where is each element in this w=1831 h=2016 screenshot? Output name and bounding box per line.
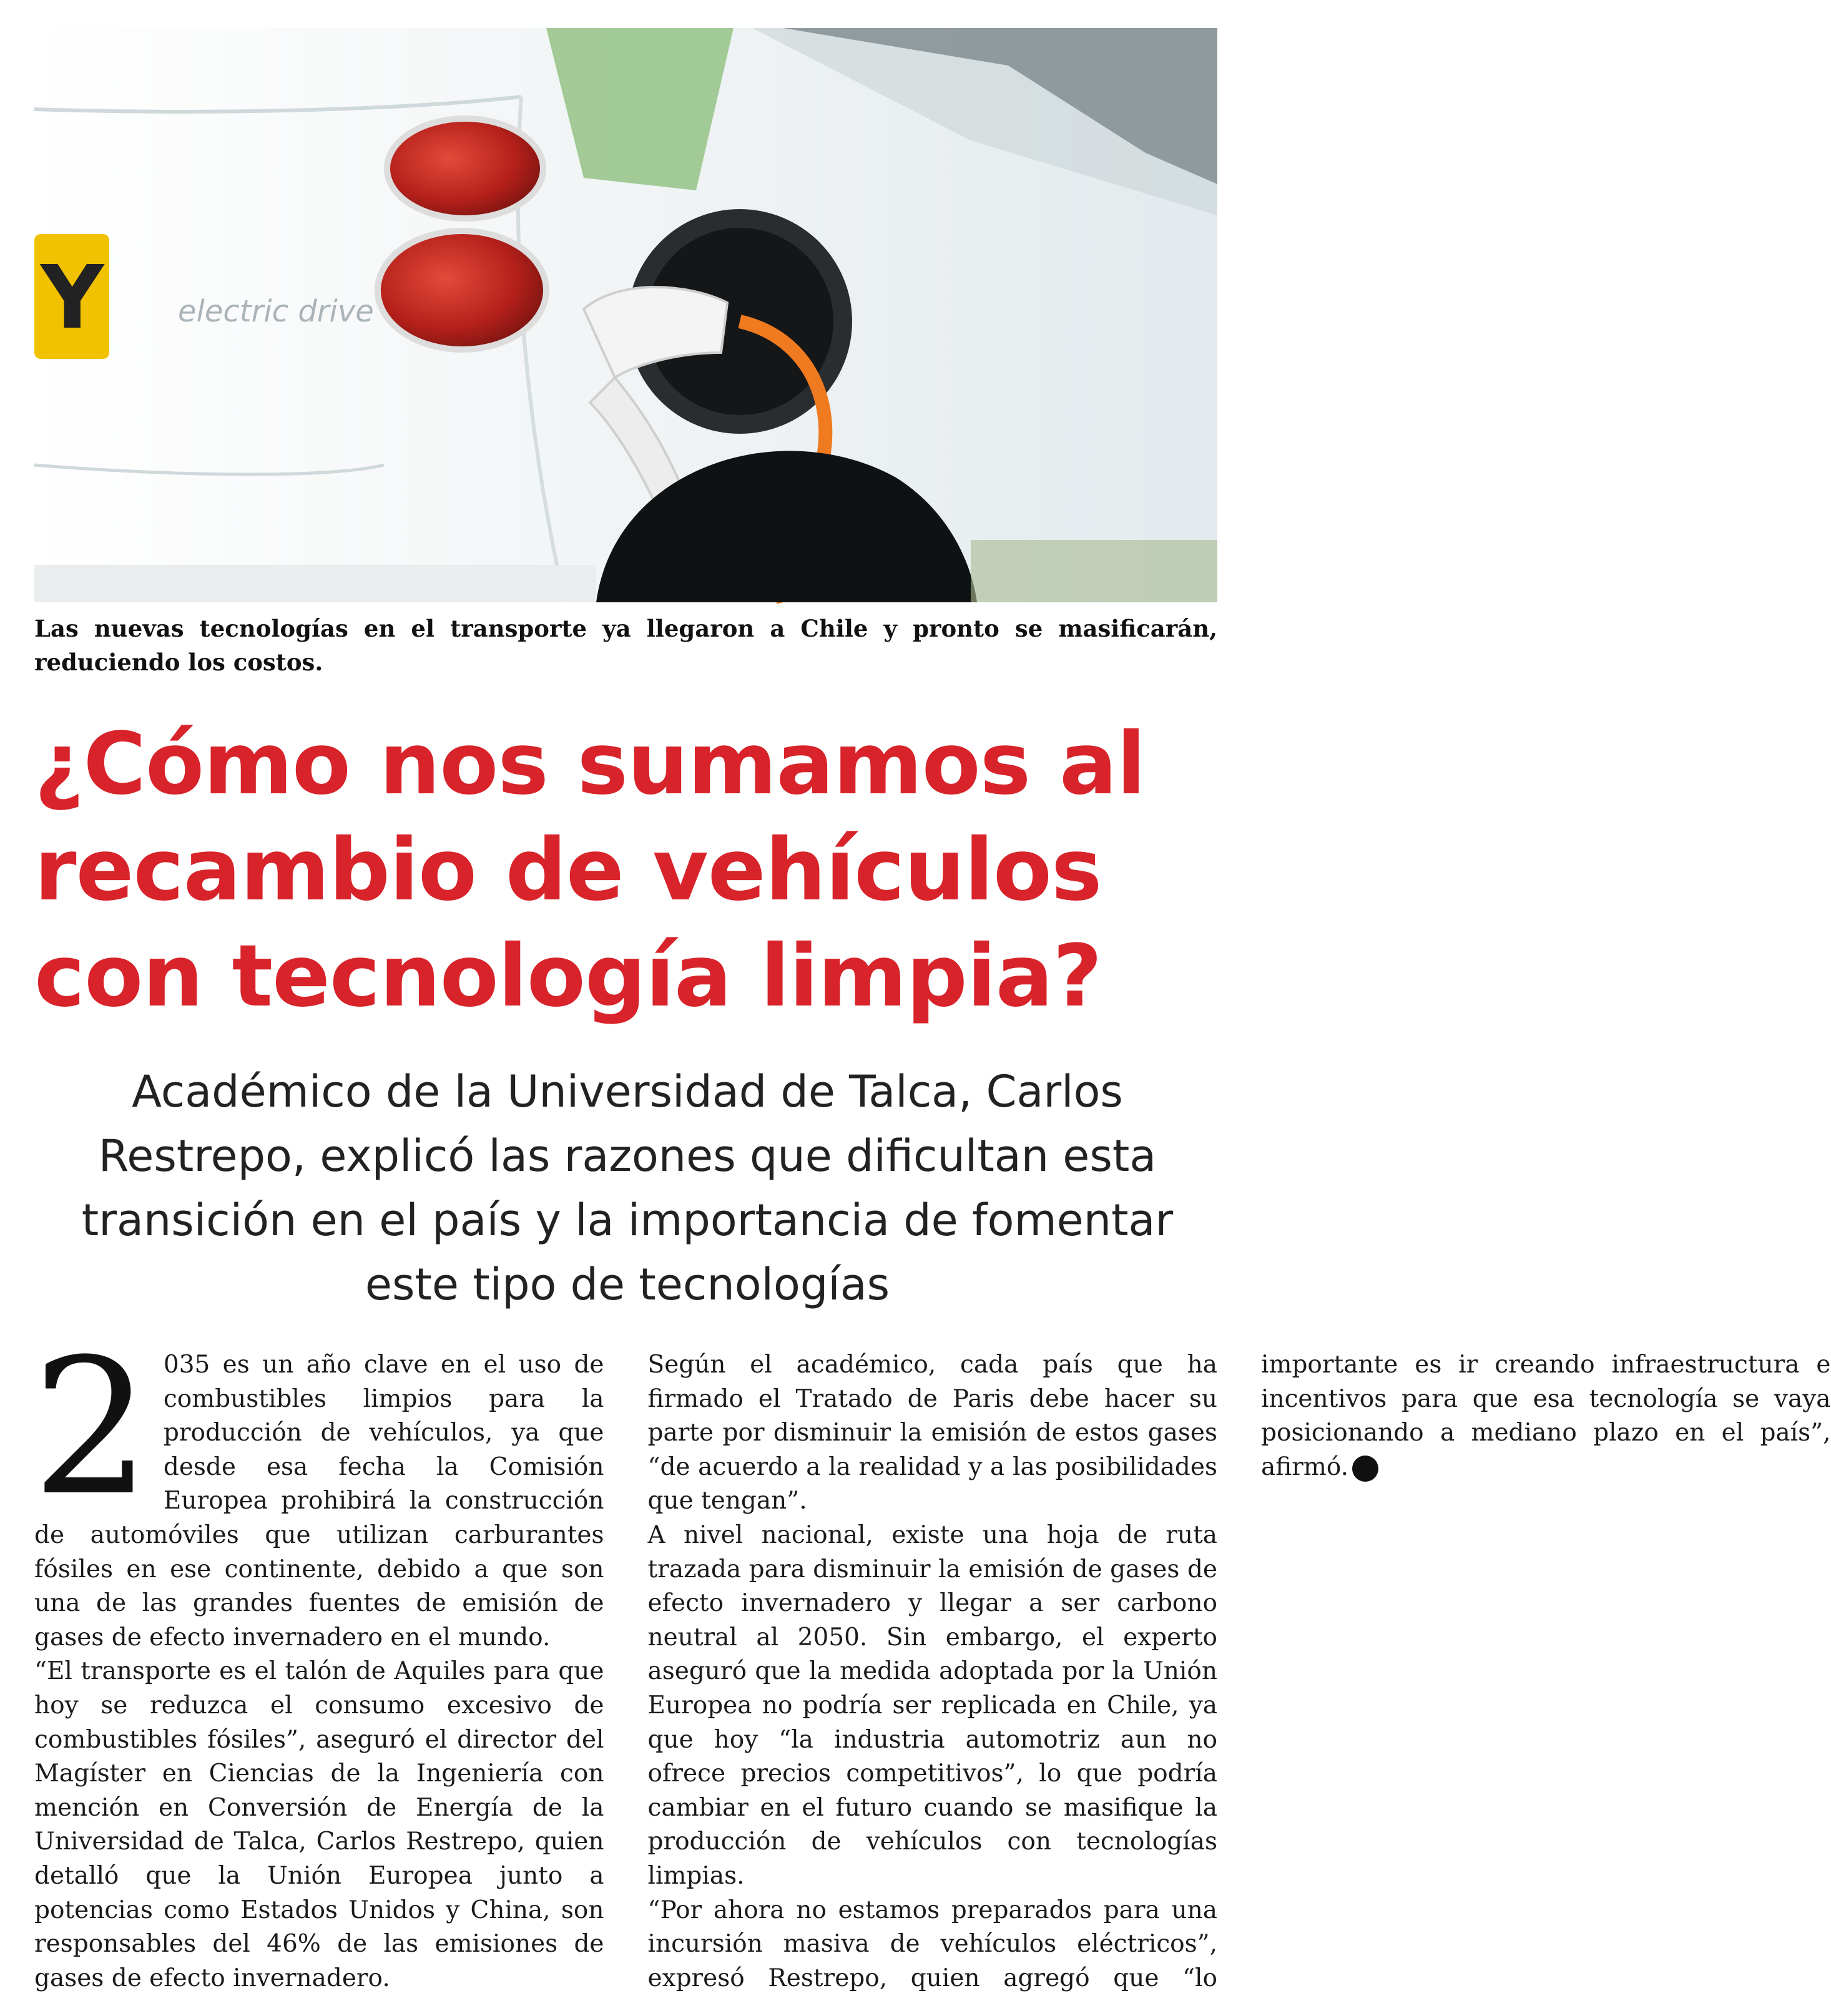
- paragraph-4: A nivel nacional, existe una hoja de ruta trazada para disminuir la emisión de gases de efecto invernadero y llegar a ser carbono neutral al 2050. Sin embargo, el experto aseguró que la medida adoptada por la Unión Europea no podría ser replicada en Chile, ya que hoy “la industria automotriz aun no ofrece precios competitivos”, lo que podría cambiar en el futuro cuando se masifique la producción de vehículos con tecnologías limpias.: [647, 1520, 1217, 1890]
- paragraph-2: “El transporte es el talón de Aquiles para que hoy se reduzca el consumo excesivo de combustibles fósiles”, aseguró el director del Magíster en Ciencias de la Ingeniería con mención en Conversión de Energía de la Universidad de Talca, Carlos Restrepo, quien detalló que la Unión Europea junto a potencias como Estados Unidos y China, son responsables del 46% de las emisiones de gases de efecto invernadero.: [34, 1657, 604, 1992]
- paragraph-5-text: “Por ahora no estamos preparados para una incursión masiva de vehículos eléctricos”, expresó Restrepo, quien agregó que “lo importante es ir creando infraestructura e incentivos para que esa tecnología se vaya posicionando a mediano plazo en el país”, afirmó.: [647, 1351, 1831, 1992]
- end-mark-icon: [1352, 1456, 1378, 1482]
- drop-cap: 2: [32, 1319, 151, 1537]
- subheadline: Académico de la Universidad de Talca, Carlos Restrepo, explicó las razones que dificultan esta transición en el país y la importancia de fomentar este tipo de tecnologías: [81, 1066, 1174, 1310]
- paragraph-1: [32, 1319, 604, 1655]
- article-photo: [34, 28, 1217, 602]
- electric-car-charging-icon: [34, 28, 1217, 602]
- photo-caption: Las nuevas tecnologías en el transporte ya llegaron a Chile y pronto se masificarán, reduciendo los costos.: [34, 615, 1217, 676]
- article-body: [32, 1319, 1831, 2004]
- paragraph-1-text: 035 es un año clave en el uso de combustibles limpios para la producción de vehículos, ya que desde esa fecha la Comisión Europea prohibirá la construcción de automóviles que utilizan carburantes fósiles en ese continente, debido a que son una de las grandes fuentes de emisión de gases de efecto invernadero en el mundo.: [34, 1351, 604, 1651]
- paragraph-3: Según el académico, cada país que ha firmado el Tratado de Paris debe hacer su parte por disminuir la emisión de estos gases “de acuerdo a la realidad y a las posibilidades que tengan”.: [647, 1351, 1217, 1515]
- electric-drive-badge: electric drive: [178, 294, 374, 329]
- headline: ¿Cómo nos sumamos al recambio de vehículos con tecnología limpia?: [34, 715, 1146, 1026]
- plate-text: Y: [41, 247, 104, 349]
